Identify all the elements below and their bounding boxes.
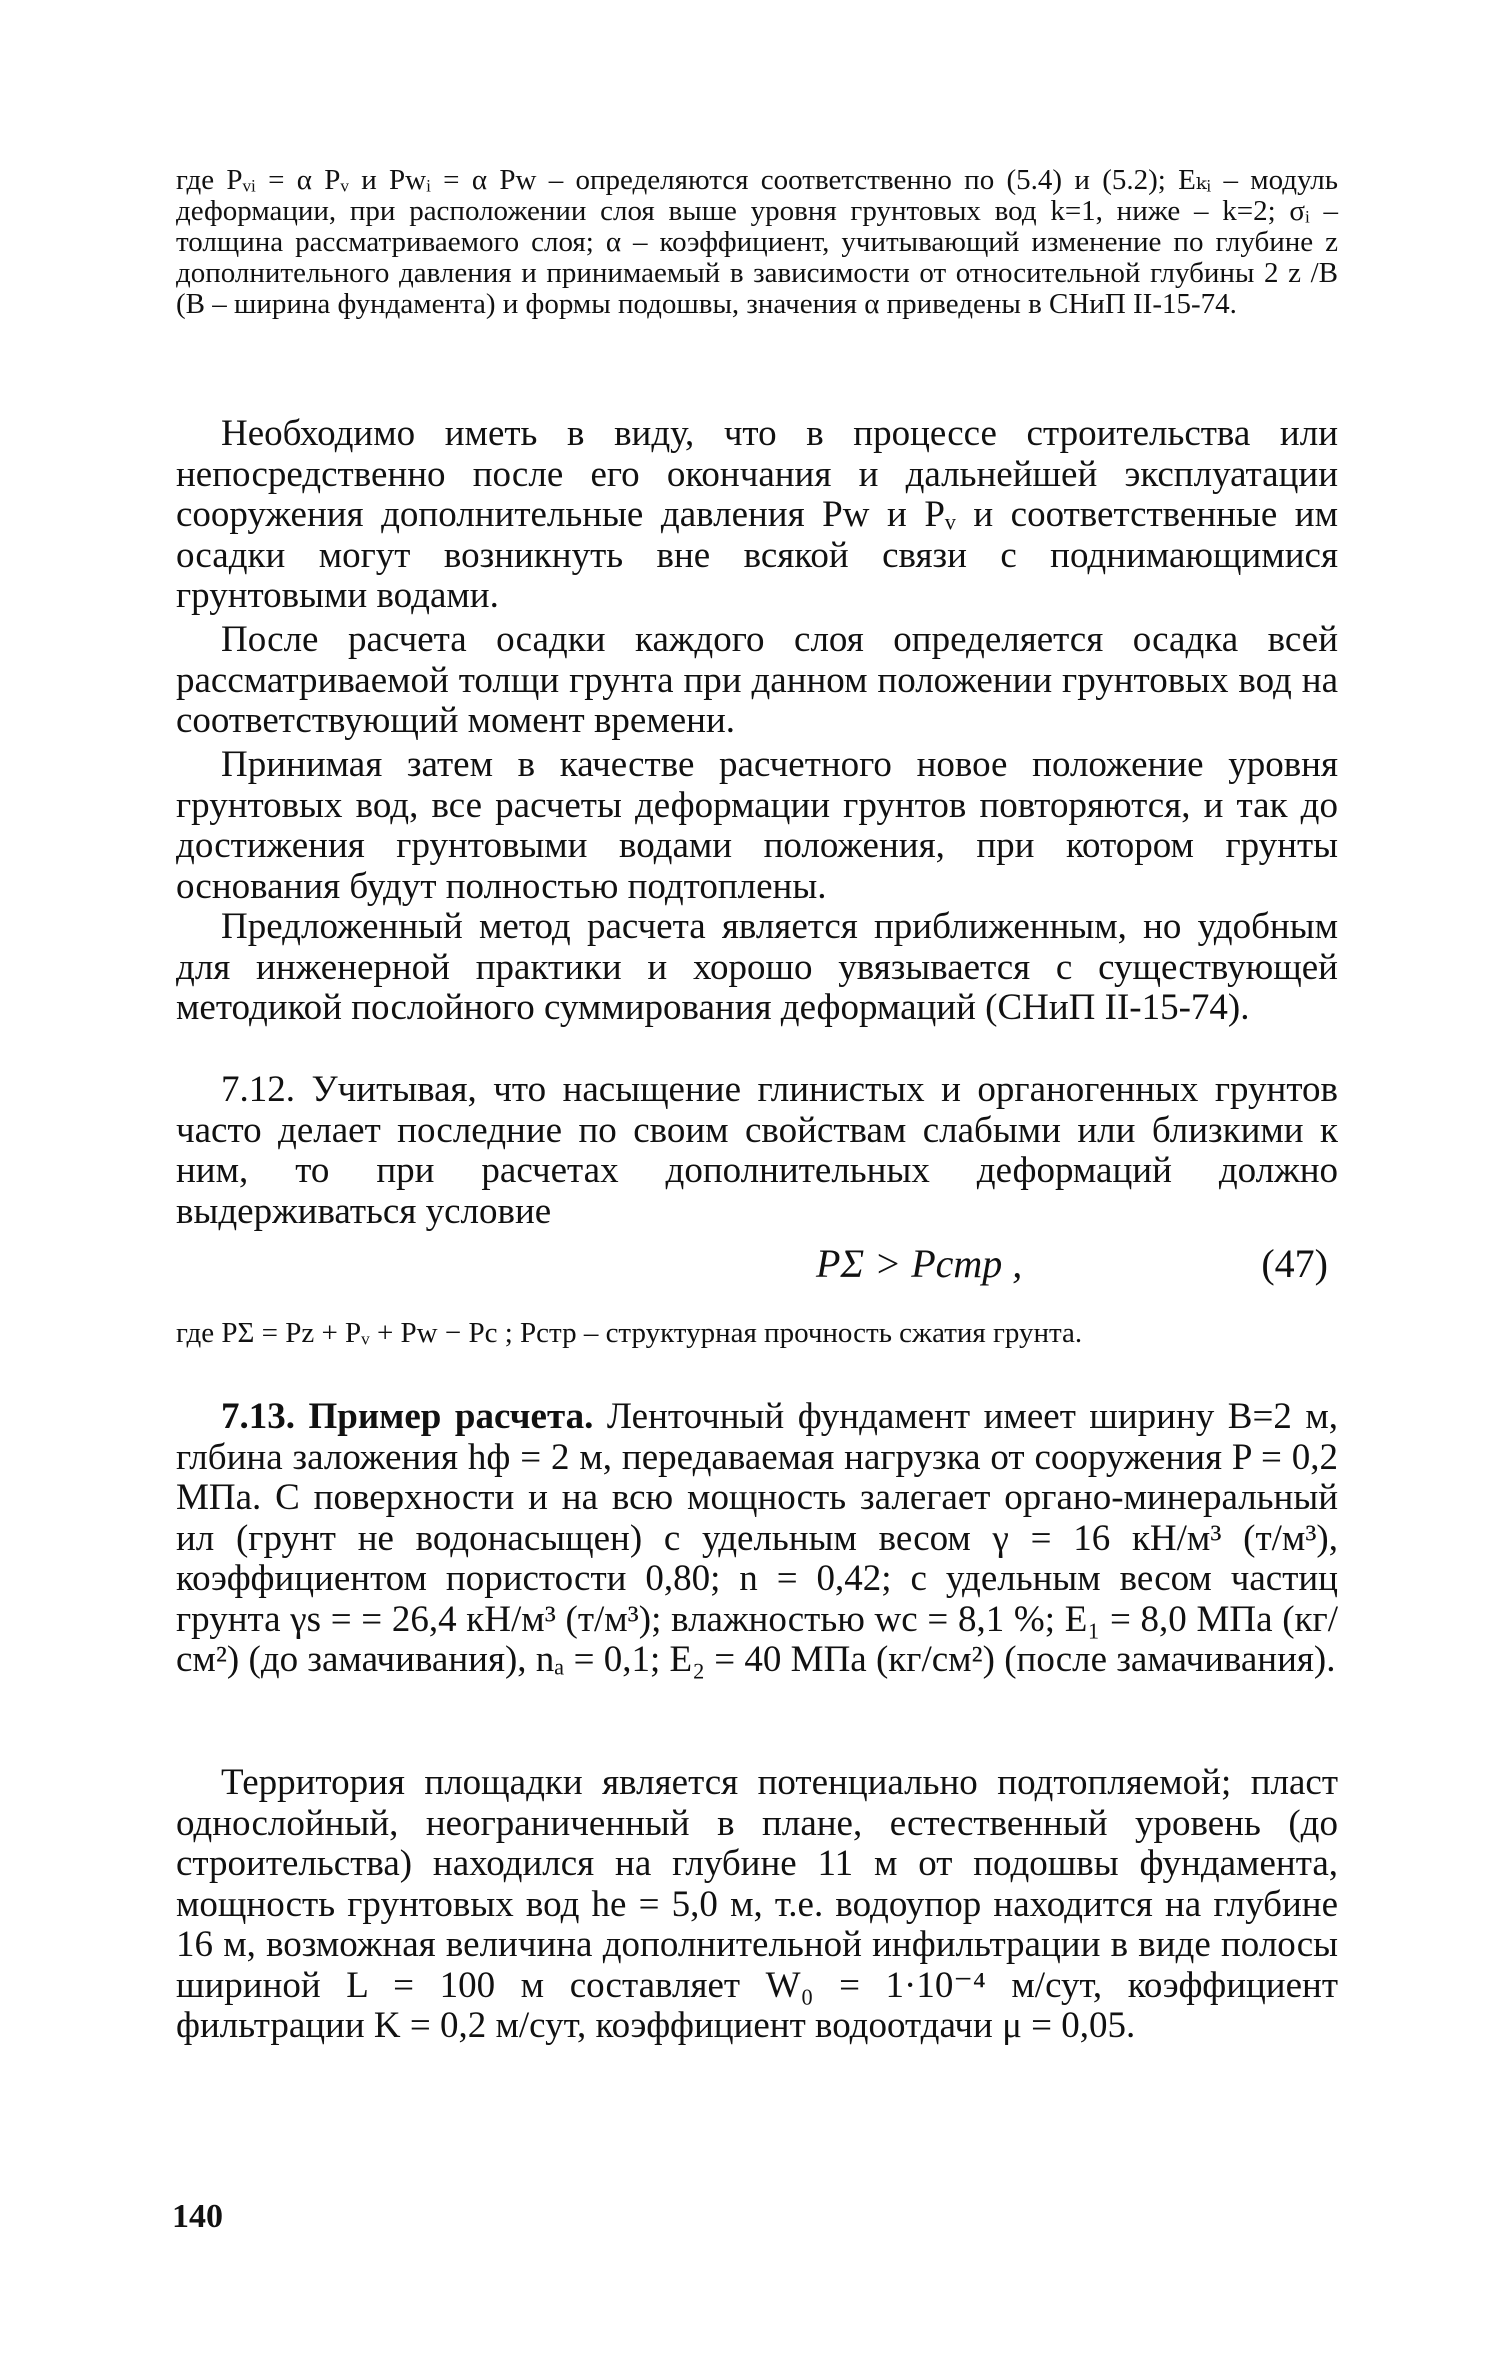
example-text: Ленточный фундамент имеет ширину B=2 м, глбина заложения hф = 2 м, передаваемая нагрузка от сооружения P = 0,2 МПа. С поверхности и на всю мощность залегает органо-минеральный ил (грунт не водонасыщен) с удельным весом γ = 16 кН/м³ (т/м³), коэффициентом пористости 0,80; n = 0,42; с удельным весом частиц грунта γs = = 26,4 кН/м³ (т/м³); влажностью wc = 8,1 %; E₁ = 8,0 МПа (кг/см²) (до замачивания), nₐ = 0,1; E₂ = 40 МПа (кг/см²) (после замачивания). <box>176 1396 1338 1680</box>
paragraph-7-13-example <box>176 1397 1338 1681</box>
paragraph-approximate-method: Предложенный метод расчета является приближенным, но удобным для инженерной практики и хорошо увязывается с существующей методикой послойного суммирования деформаций (СНиП II-15-74). <box>176 906 1338 1028</box>
formula-number: (47) <box>1261 1241 1328 1286</box>
page-number: 140 <box>172 2198 223 2235</box>
paragraph-additional-pressures: Необходимо иметь в виду, что в процессе строительства или непосредственно после его окончания и дальнейшей эксплуатации сооружения дополнительные давления Pw и Pᵥ и соответственные им осадки могут возникнуть вне всякой связи с поднимающимися грунтовыми водами. <box>176 413 1338 616</box>
footnote-variables: где Pᵥᵢ = α Pᵥ и Pwᵢ = α Pw – определяются соответственно по (5.4) и (5.2); Eₖᵢ – модуль деформации, при расположении слоя выше уровня грунтовых вод k=1, ниже – k=2; σᵢ – толщина рассматриваемого слоя; α – коэффициент, учитывающий изменение по глубине z дополнительного давления и принимаемый в зависимости от относительной глубины 2 z /B (B – ширина фундамента) и формы подошвы, значения α приведены в СНиП II-15-74. <box>176 164 1338 320</box>
paragraph-7-12: 7.12. Учитывая, что насыщение глинистых и органогенных грунтов часто делает последние по своим свойствам слабыми или близкими к ним, то при расчетах дополнительных деформаций должно выдерживаться условие <box>176 1069 1338 1232</box>
paragraph-repeat-calculations: Принимая затем в качестве расчетного новое положение уровня грунтовых вод, все расчеты деформации грунтов повторяются, и так до достижения грунтовыми водами положения, при котором грунты основания будут полностью подтоплены. <box>176 744 1338 907</box>
formula-legend: где PΣ = Pz + Pᵥ + Pw − Pc ; Pстр – структурная прочность сжатия грунта. <box>176 1317 1083 1349</box>
example-heading: 7.13. Пример расчета. <box>221 1396 594 1437</box>
formula-47 <box>176 1240 1338 1288</box>
paragraph-site-conditions: Территория площадки является потенциально подтопляемой; пласт однослойный, неограниченный в плане, естественный уровень (до строительства) находился на глубине 11 м от подошвы фундамента, мощность грунтовых вод he = 5,0 м, т.е. водоупор находится на глубине 16 м, возможная величина дополнительной инфильтрации в виде полосы шириной L = 100 м составляет W₀ = 1·10⁻⁴ м/сут, коэффициент фильтрации K = 0,2 м/сут, коэффициент водоотдачи μ = 0,05. <box>176 1762 1338 2046</box>
paragraph-settlement-total: После расчета осадки каждого слоя определяется осадка всей рассматриваемой толщи грунта при данном положении грунтовых вод на соответствующий момент времени. <box>176 619 1338 741</box>
formula-expression: PΣ > Pстр , <box>816 1241 1023 1286</box>
